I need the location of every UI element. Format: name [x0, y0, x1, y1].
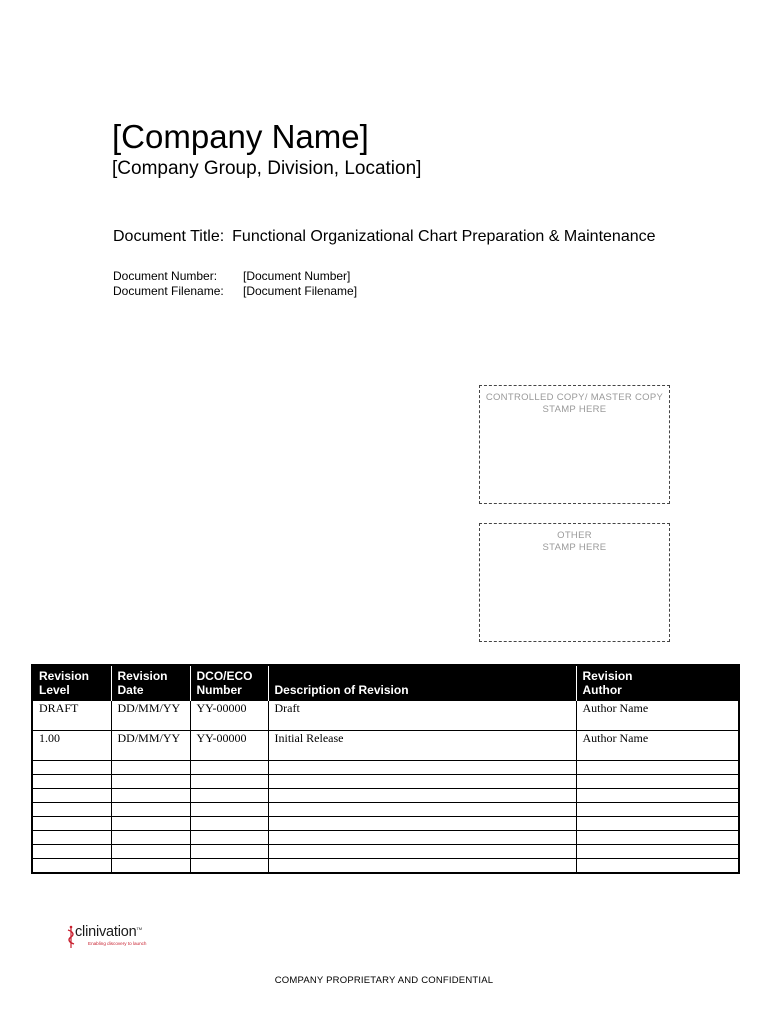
- controlled-copy-stamp-box: [479, 385, 670, 504]
- empty-cell: [32, 803, 111, 817]
- header-revision-date: Revision Date: [111, 665, 190, 701]
- table-row-empty: [32, 817, 739, 831]
- table-row-empty: [32, 775, 739, 789]
- table-header-row: [32, 665, 739, 701]
- document-number-value: [Document Number]: [243, 269, 351, 283]
- table-row-empty: [32, 789, 739, 803]
- empty-cell: [111, 817, 190, 831]
- company-group: [Company Group, Division, Location]: [112, 158, 422, 179]
- header-description: Description of Revision: [268, 665, 576, 701]
- table-row-empty: [32, 859, 739, 874]
- document-filename-row: [113, 284, 357, 299]
- empty-cell: [268, 761, 576, 775]
- empty-cell: [190, 789, 268, 803]
- document-number-row: [113, 269, 350, 284]
- logo-tagline: Enabling discovery to launch: [88, 941, 147, 946]
- document-title-value: Functional Organizational Chart Preparation & Maintenance: [232, 228, 656, 245]
- empty-cell: [576, 859, 739, 874]
- empty-cell: [32, 859, 111, 874]
- empty-cell: [32, 761, 111, 775]
- cell-revision-date: DD/MM/YY: [111, 701, 190, 731]
- empty-cell: [268, 817, 576, 831]
- empty-cell: [190, 775, 268, 789]
- empty-cell: [576, 775, 739, 789]
- empty-cell: [190, 817, 268, 831]
- empty-cell: [268, 775, 576, 789]
- empty-cell: [576, 831, 739, 845]
- empty-cell: [111, 775, 190, 789]
- table-row: [32, 731, 739, 761]
- logo-brand: clinivation™: [75, 924, 142, 940]
- document-filename-value: [Document Filename]: [243, 284, 358, 298]
- empty-cell: [268, 831, 576, 845]
- empty-cell: [268, 845, 576, 859]
- cell-author: Author Name: [576, 701, 739, 731]
- empty-cell: [32, 831, 111, 845]
- table-row-empty: [32, 803, 739, 817]
- table-row-empty: [32, 845, 739, 859]
- cell-description: Draft: [268, 701, 576, 731]
- empty-cell: [111, 845, 190, 859]
- empty-cell: [576, 803, 739, 817]
- empty-cell: [190, 761, 268, 775]
- cell-author: Author Name: [576, 731, 739, 761]
- table-row-empty: [32, 831, 739, 845]
- header-revision-level: Revision Level: [32, 665, 111, 701]
- header-revision-author: Revision Author: [576, 665, 739, 701]
- empty-cell: [190, 831, 268, 845]
- table-row-empty: [32, 761, 739, 775]
- clinivation-logo: [66, 922, 176, 952]
- footer-confidential: COMPANY PROPRIETARY AND CONFIDENTIAL: [274, 975, 494, 986]
- stamp-text: CONTROLLED COPY/ MASTER COPY: [485, 392, 664, 403]
- stamp-text: STAMP HERE: [542, 404, 607, 415]
- table-row: [32, 701, 739, 731]
- empty-cell: [576, 761, 739, 775]
- document-title: [113, 227, 656, 247]
- stamp-text: OTHER: [557, 530, 592, 541]
- empty-cell: [576, 817, 739, 831]
- empty-cell: [32, 775, 111, 789]
- stamp-text: STAMP HERE: [542, 542, 607, 553]
- empty-cell: [111, 789, 190, 803]
- header-dco-eco-number: DCO/ECO Number: [190, 665, 268, 701]
- cell-revision-level: 1.00: [32, 731, 111, 761]
- cell-dco-number: YY-00000: [190, 701, 268, 731]
- empty-cell: [268, 789, 576, 803]
- cell-dco-number: YY-00000: [190, 731, 268, 761]
- empty-cell: [111, 859, 190, 874]
- empty-cell: [190, 859, 268, 874]
- empty-cell: [576, 789, 739, 803]
- empty-cell: [190, 845, 268, 859]
- document-number-label: Document Number:: [113, 269, 218, 283]
- empty-cell: [32, 789, 111, 803]
- empty-cell: [32, 817, 111, 831]
- cell-description: Initial Release: [268, 731, 576, 761]
- document-filename-label: Document Filename:: [113, 284, 224, 298]
- empty-cell: [190, 803, 268, 817]
- empty-cell: [268, 859, 576, 874]
- cell-revision-date: DD/MM/YY: [111, 731, 190, 761]
- company-name: [Company Name]: [112, 118, 369, 155]
- other-stamp-box: [479, 523, 670, 642]
- empty-cell: [32, 845, 111, 859]
- empty-cell: [576, 845, 739, 859]
- revision-history-table: [31, 664, 740, 874]
- empty-cell: [268, 803, 576, 817]
- document-title-label: Document Title:: [113, 228, 225, 245]
- empty-cell: [111, 761, 190, 775]
- empty-cell: [111, 831, 190, 845]
- empty-cell: [111, 803, 190, 817]
- cell-revision-level: DRAFT: [32, 701, 111, 731]
